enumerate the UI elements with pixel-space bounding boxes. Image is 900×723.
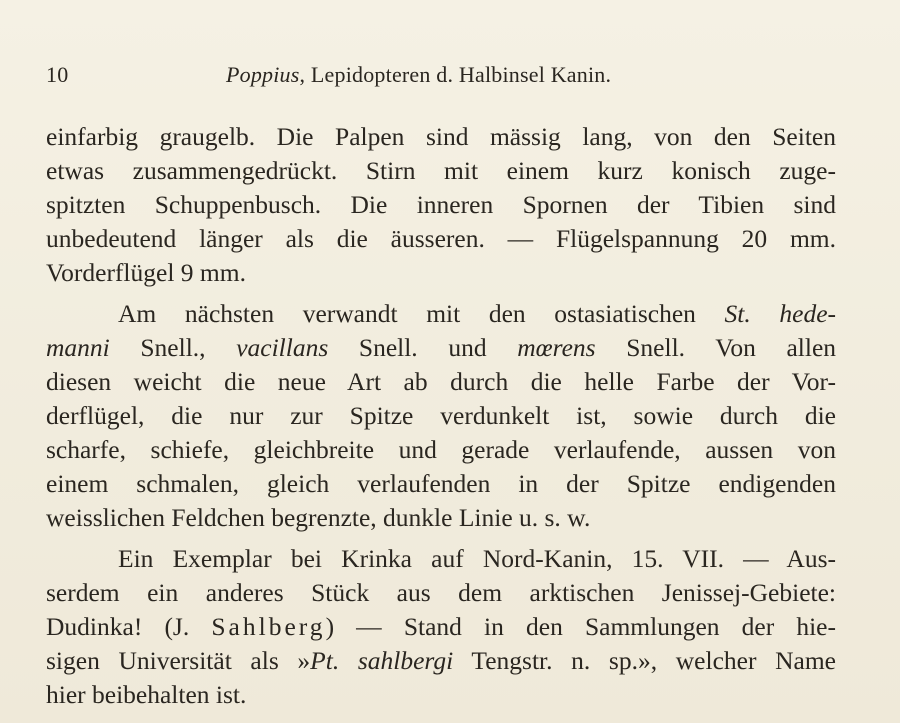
running-title-rest: , Lepidopteren d. Halbinsel Kanin. (299, 62, 612, 87)
text-segment: Snell., (109, 333, 237, 362)
text-line: hier beibehalten ist. (46, 680, 247, 709)
text-segment: sigen Universität als » (46, 646, 311, 675)
species-name: Pt. sahlbergi (310, 646, 454, 675)
text-segment: Dudinka! (J. (46, 612, 212, 641)
text-segment: Snell. Von allen (595, 333, 837, 362)
page-number: 10 (46, 62, 69, 87)
species-name: mœrens (517, 333, 596, 362)
author-name: Poppius (226, 62, 300, 87)
text-segment: Tengstr. n. sp.», welcher Name (453, 646, 836, 675)
text-line (46, 331, 836, 365)
text-line (46, 610, 836, 644)
text-line: weisslichen Feldchen begrenzte, dunkle Linie u. s. w. (46, 503, 591, 532)
text-line: diesen weicht die neue Art ab durch die helle Farbe der Vor- (46, 367, 836, 396)
species-name: St. hede- (724, 299, 837, 328)
text-line: unbedeutend länger als die äusseren. — Flügelspannung 20 mm. (46, 224, 836, 253)
text-line: spitzten Schuppenbusch. Die inneren Spornen der Tibien sind (46, 190, 836, 219)
text-line: serdem ein anderes Stück aus dem arktischen Jenissej-Gebiete: (46, 578, 836, 607)
text-segment: Snell. und (328, 333, 518, 362)
text-line: etwas zusammengedrückt. Stirn mit einem kurz konisch zuge- (46, 156, 836, 185)
text-line: Ein Exemplar bei Krinka auf Nord-Kanin, 15. VII. — Aus- (118, 544, 836, 573)
body-text (46, 120, 836, 712)
paragraph-3 (46, 542, 836, 712)
text-line: derflügel, die nur zur Spitze verdunkelt ist, sowie durch die (46, 401, 836, 430)
running-title (226, 62, 611, 88)
text-line: Vorderflügel 9 mm. (46, 258, 246, 287)
text-line (46, 297, 836, 331)
text-line: scharfe, schiefe, gleichbreite und gerade verlaufende, aussen von (46, 435, 836, 464)
collector-name: Sahlberg (211, 612, 326, 641)
text-line (46, 644, 836, 678)
paragraph-1 (46, 120, 836, 290)
paragraph-2 (46, 297, 836, 535)
species-name: manni (46, 333, 110, 362)
text-segment: Am nächsten verwandt mit den ostasiatischen (118, 299, 725, 328)
species-name: vacillans (236, 333, 329, 362)
text-line: einem schmalen, gleich verlaufenden in der Spitze endigenden (46, 469, 836, 498)
text-line: einfarbig graugelb. Die Palpen sind mässig lang, von den Seiten (46, 122, 836, 151)
running-header (46, 62, 836, 92)
text-segment: ) — Stand in den Sammlungen der hie- (325, 612, 836, 641)
